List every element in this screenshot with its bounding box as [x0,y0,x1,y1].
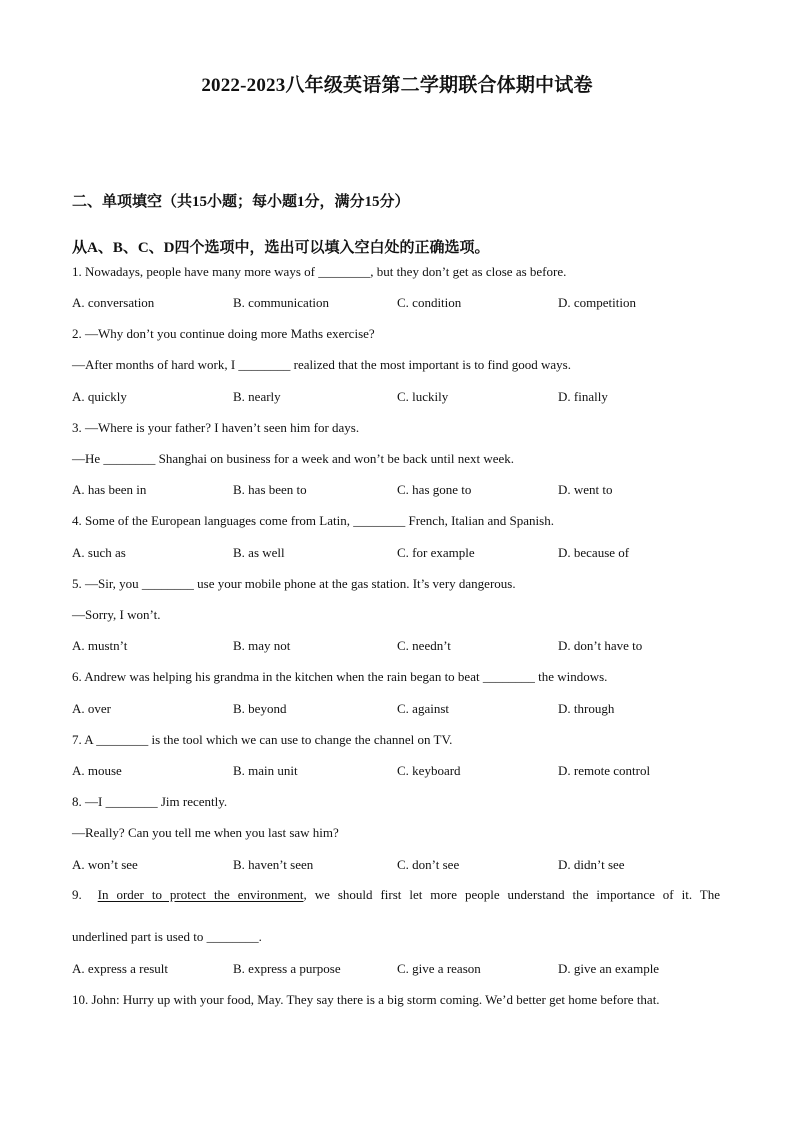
page-title: 2022-2023八年级英语第二学期联合体期中试卷 [201,75,593,96]
option-c: C. against [397,701,449,716]
question-8-reply: —Really? Can you tell me when you last saw him? [72,825,339,840]
question-9-stem [72,887,720,903]
option-a: A. conversation [72,295,155,310]
option-a: A. mustn’t [72,638,128,653]
option-a: A. quickly [72,389,127,404]
question-4-stem: 4. Some of the European languages come from Latin, ________ French, Italian and Spanish. [72,513,554,528]
option-b: B. main unit [233,763,298,778]
option-c: C. needn’t [397,638,451,653]
option-d: D. don’t have to [558,638,643,653]
option-c: C. give a reason [397,961,481,976]
question-9-options [72,961,732,977]
question-8-options [72,857,732,873]
option-a: A. won’t see [72,857,138,872]
option-c: C. luckily [397,389,449,404]
question-2-reply: —After months of hard work, I ________ realized that the most important is to find good ways. [72,357,571,372]
option-c: C. has gone to [397,482,472,497]
question-9-underlined-phrase: In order to protect the environment [97,887,304,902]
question-7-stem: 7. A ________ is the tool which we can use to change the channel on TV. [72,732,453,747]
option-b: B. may not [233,638,291,653]
question-10-stem: 10. John: Hurry up with your food, May. They say there is a big storm coming. We’d better get home before that. [72,992,660,1007]
option-c: C. for example [397,545,475,560]
option-d: D. because of [558,545,630,560]
option-a: A. express a result [72,961,169,976]
option-d: D. didn’t see [558,857,625,872]
option-c: C. don’t see [397,857,460,872]
question-1-stem: 1. Nowadays, people have many more ways of ________, but they don’t get as close as before. [72,264,567,279]
option-d: D. through [558,701,615,716]
option-d: D. remote control [558,763,651,778]
question-6-options [72,701,732,717]
option-d: D. competition [558,295,636,310]
option-d: D. finally [558,389,608,404]
option-b: B. express a purpose [233,961,341,976]
option-a: A. over [72,701,111,716]
question-7-options [72,763,732,779]
option-c: C. condition [397,295,462,310]
question-3-reply: —He ________ Shanghai on business for a week and won’t be back until next week. [72,451,515,466]
option-b: B. communication [233,295,330,310]
question-3-options [72,482,732,498]
question-5-stem: 5. —Sir, you ________ use your mobile phone at the gas station. It’s very dangerous. [72,576,516,591]
question-5-options [72,638,732,654]
option-a: A. mouse [72,763,122,778]
question-8-stem: 8. —I ________ Jim recently. [72,794,228,809]
question-9-stem-rest: , we should first let more people understand the importance of it. The [303,887,720,902]
option-c: C. keyboard [397,763,461,778]
question-9-number: 9. [72,887,82,902]
option-d: D. went to [558,482,613,497]
option-b: B. beyond [233,701,287,716]
option-b: B. as well [233,545,285,560]
question-2-options [72,389,732,405]
option-a: A. has been in [72,482,147,497]
question-3-stem: 3. —Where is your father? I haven’t seen him for days. [72,420,360,435]
question-5-reply: —Sorry, I won’t. [72,607,161,622]
question-2-stem: 2. —Why don’t you continue doing more Maths exercise? [72,326,375,341]
option-a: A. such as [72,545,126,560]
question-1-options [72,295,732,311]
question-4-options [72,545,732,561]
option-d: D. give an example [558,961,660,976]
section-heading: 二、单项填空（共15小题；每小题1分，满分15分） [72,194,410,210]
question-6-stem: 6. Andrew was helping his grandma in the kitchen when the rain began to beat ________ the windows. [72,669,608,684]
option-b: B. haven’t seen [233,857,314,872]
option-b: B. has been to [233,482,307,497]
section-instruction: 从A、B、C、D四个选项中，选出可以填入空白处的正确选项。 [72,240,490,256]
question-9-stem-line2: underlined part is used to ________. [72,929,262,944]
option-b: B. nearly [233,389,281,404]
